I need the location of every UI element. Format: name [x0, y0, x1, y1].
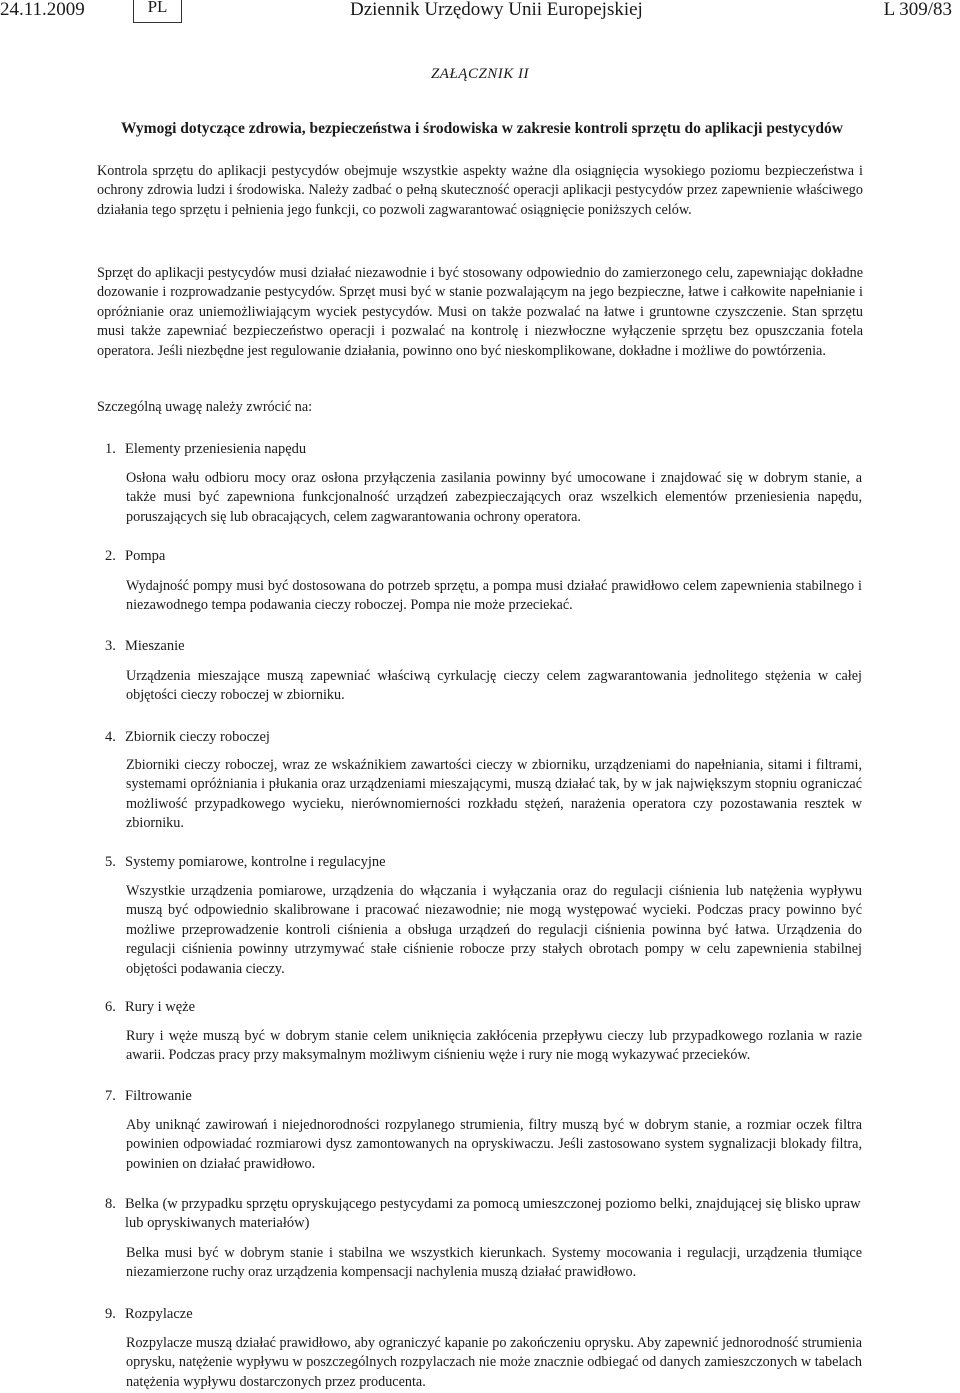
list-item-heading — [105, 853, 865, 872]
item-title: Belka (w przypadku sprzętu opryskującego pestycydami za pomocą umieszczonej poziomo belki, znajdującej się blisko upraw lub opryskiwanych materiałów) — [125, 1196, 861, 1232]
item-title: Pompa — [125, 548, 166, 564]
list-item-heading — [105, 1305, 865, 1324]
page-header — [0, 0, 960, 38]
publication-date: 24.11.2009 — [0, 0, 85, 20]
intro-paragraph-3: Szczególną uwagę należy zwrócić na: — [97, 399, 313, 415]
item-text: Wydajność pompy musi być dostosowana do potrzeb sprzętu, a pompa musi działać prawidłowo celem zapewnienia stabilnego i niezawodnego tempa podawania cieczy roboczej. Pompa nie może przeciekać. — [126, 578, 862, 614]
item-title: Rury i węże — [125, 999, 196, 1015]
item-text: Rury i węże muszą być w dobrym stanie celem uniknięcia zakłócenia przepływu cieczy lub przypadkowego rozlania w razie awarii. Podczas pracy przy maksymalnym możliwym ciśnieniu węże i rury nie mogą wykazywać przecieków. — [126, 1028, 862, 1064]
item-title: Filtrowanie — [125, 1088, 192, 1104]
document-title: Wymogi dotyczące zdrowia, bezpieczeństwa i środowiska w zakresie kontroli sprzętu do aplikacji pestycydów — [121, 120, 843, 137]
item-number: 5. — [105, 854, 116, 870]
item-text: Osłona wału odbioru mocy oraz osłona przyłączenia zasilania powinny być umocowane i znajdować się w dobrym stanie, a także musi być zapewniona funkcjonalność urządzeń zabezpieczających oraz wszelkich elementów przeniesienia napędu, poruszających się lub obracających, celem zagwarantowania ochrony operatora. — [126, 470, 862, 525]
item-title: Elementy przeniesienia napędu — [125, 441, 307, 457]
language-tag: PL — [133, 0, 182, 23]
item-text: Aby uniknąć zawirowań i niejednorodności rozpylanego strumienia, filtry muszą być w dobrym stanie, a rozmiar oczek filtra powinien odpowiadać rozmiarowi dysz zamontowanych na opryskiwaczu. Jeśli zastosowano system sygnalizacji blokady filtra, powinien on działać prawidłowo. — [126, 1117, 862, 1172]
item-number: 7. — [105, 1088, 116, 1104]
list-item-heading — [105, 547, 865, 566]
item-text: Zbiorniki cieczy roboczej, wraz ze wskaźnikiem zawartości cieczy w zbiorniku, urządzeniami do napełniania, sitami i filtrami, systemami opróżniania i płukania oraz urządzeniami mieszającymi, muszą działać tak, by w jak największym stopniu ograniczać możliwość przypadkowego wycieku, nierównomierności rozkładu stężeń, narażenia operatora czy pozostawania resztek w zbiorniku. — [126, 757, 862, 832]
item-text: Belka musi być w dobrym stanie i stabilna we wszystkich kierunkach. Systemy mocowania i regulacji, urządzenia tłumiące niezamierzone ruchy oraz urządzenia kompensacji nachylenia muszą działać prawidłowo. — [126, 1245, 862, 1281]
list-item-heading — [105, 440, 865, 459]
item-title: Zbiornik cieczy roboczej — [125, 729, 270, 745]
item-number: 1. — [105, 441, 116, 457]
item-number: 6. — [105, 999, 116, 1015]
item-title: Systemy pomiarowe, kontrolne i regulacyjne — [125, 854, 386, 870]
item-number: 2. — [105, 548, 116, 564]
item-text: Wszystkie urządzenia pomiarowe, urządzenia do włączania i wyłączania oraz do regulacji ciśnienia lub natężenia wypływu muszą być odpowiednio skalibrowane i pracować niezawodnie; nie mogą występować wycieki. Podczas pracy powinno być możliwe przeprowadzenie kontroli ciśnienia a obsługa urządzeń do regulacji ciśnienia powinna być łatwa. Urządzenia do regulacji ciśnienia powinny utrzymywać stałe ciśnienie robocze przy stałych obrotach pompy w celu zapewnienia stabilnej objętości podawania cieczy. — [126, 883, 862, 977]
item-text: Rozpylacze muszą działać prawidłowo, aby ograniczyć kapanie po zakończeniu oprysku. Aby zapewnić jednorodność strumienia oprysku, natężenie wypływu w poszczególnych rozpylaczach nie może znacznie odbiegać od danych zamieszczonych w tabelach natężenia wypływu dostarczonych przez producenta. — [126, 1335, 862, 1390]
item-title: Mieszanie — [125, 638, 185, 654]
list-item-heading — [105, 998, 865, 1017]
item-text: Urządzenia mieszające muszą zapewniać właściwą cyrkulację cieczy celem zagwarantowania jednolitego stężenia w całej objętości cieczy roboczej w zbiorniku. — [126, 668, 862, 704]
intro-paragraph-1: Kontrola sprzętu do aplikacji pestycydów obejmuje wszystkie aspekty ważne dla osiągnięcia wysokiego poziomu bezpieczeństwa i ochrony zdrowia ludzi i środowiska. Należy zadbać o pełną skuteczność operacji aplikacji pestycydów przez zapewnienie właściwego działania tego sprzętu i pełnienia jego funkcji, co pozwoli zagwarantować osiągnięcie poniższych celów. — [97, 163, 863, 218]
page-number: L 309/83 — [883, 0, 952, 20]
list-item-heading — [105, 637, 865, 656]
list-item-heading — [105, 728, 865, 747]
list-item-heading — [105, 1195, 865, 1234]
list-item-heading — [105, 1087, 865, 1106]
journal-name: Dziennik Urzędowy Unii Europejskiej — [350, 0, 643, 20]
annex-title: ZAŁĄCZNIK II — [430, 66, 530, 82]
item-title: Rozpylacze — [125, 1306, 193, 1322]
item-number: 9. — [105, 1306, 116, 1322]
intro-paragraph-2: Sprzęt do aplikacji pestycydów musi działać niezawodnie i być stosowany odpowiednio do zamierzonego celu, zapewniając dokładne dozowanie i rozprowadzanie pestycydów. Sprzęt musi być w stanie pozwalającym na jego bezpieczne, łatwe i całkowite napełnianie i opróżnianie oraz uniemożliwiającym wyciek pestycydów. Musi on także pozwalać na łatwe i gruntowne czyszczenie. Stan sprzętu musi także zapewniać bezpieczeństwo operacji i pozwalać na kontrolę i niezwłoczne wyłączenie sprzętu bez opuszczania fotela operatora. Jeśli niezbędne jest regulowanie działania, powinno ono być nieskomplikowane, dokładne i możliwe do powtórzenia. — [97, 265, 863, 359]
item-number: 8. — [105, 1196, 116, 1212]
item-number: 3. — [105, 638, 116, 654]
item-number: 4. — [105, 729, 116, 745]
